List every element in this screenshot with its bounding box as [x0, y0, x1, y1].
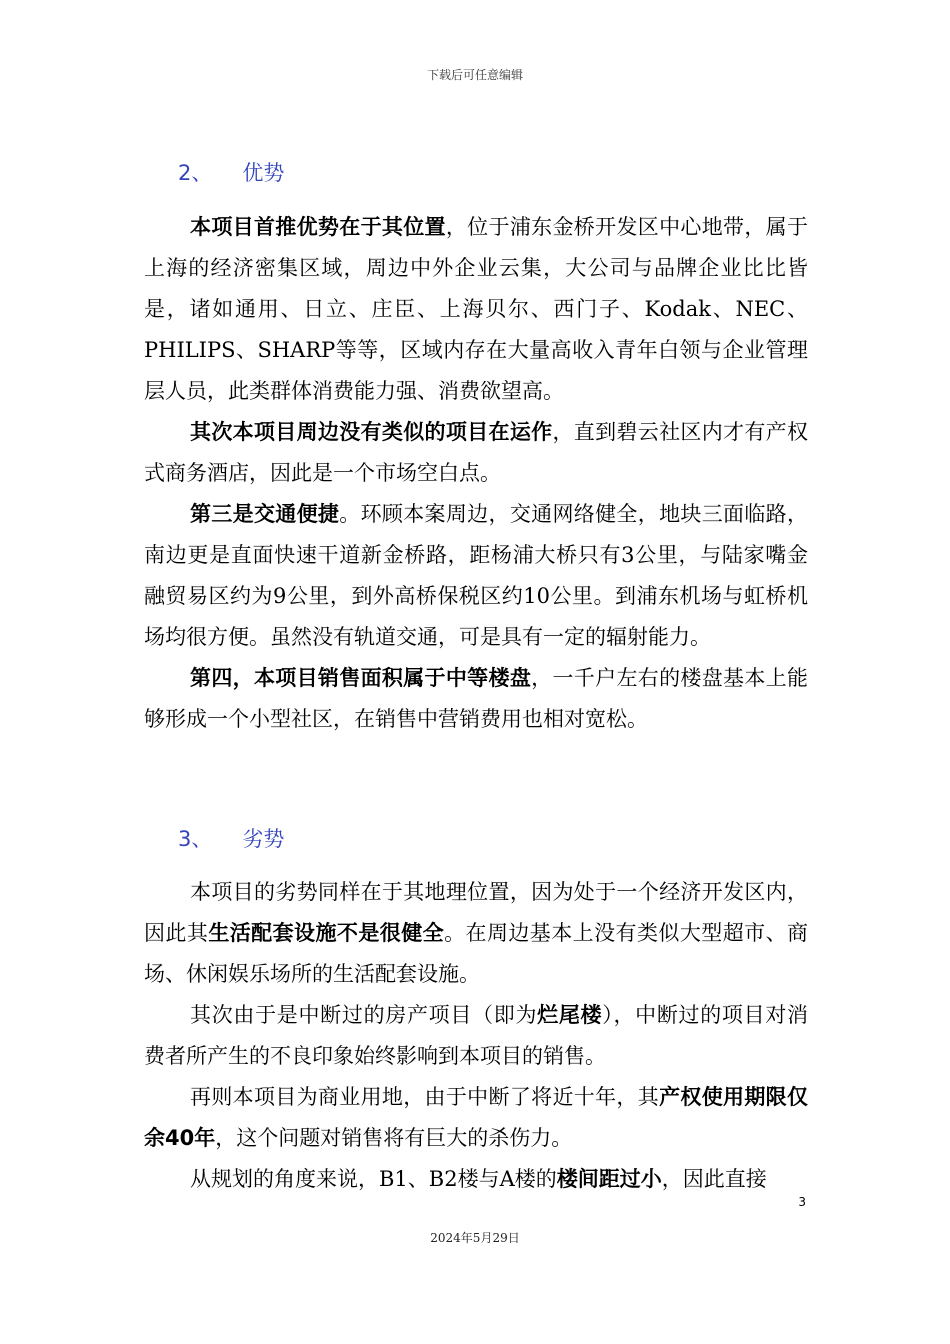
section-3-title: 劣势: [242, 827, 285, 851]
paragraph-text: ），中断过的项目对消费者所产生的不良印象始终影响到本项目的销售。: [144, 1003, 809, 1068]
section-3-number: 3、: [178, 827, 213, 851]
page-number: 3: [798, 1195, 806, 1209]
paragraph-text: 其次由于是中断过的房产项目（即为: [190, 1003, 538, 1027]
section-3-body: [144, 872, 808, 1200]
bold-phrase: 其次本项目周边没有类似的项目在运作: [190, 420, 553, 444]
section-2-title: 优势: [242, 161, 285, 185]
section-2-body: [144, 207, 808, 740]
bold-phrase: 产权使用期限仅余40年: [144, 1085, 809, 1150]
paragraph: [144, 995, 808, 1077]
paragraph: [144, 1077, 808, 1159]
bold-phrase: 烂尾楼: [537, 1003, 603, 1027]
paragraph: [144, 658, 808, 740]
page-header: 下载后可任意编辑: [426, 68, 523, 82]
paragraph: [144, 872, 808, 995]
paragraph-text: ，位于浦东金桥开发区中心地带，属于上海的经济密集区域，周边中外企业云集，大公司与品牌企业比比皆是，诸如通用、日立、庄臣、上海贝尔、西门子、Kodak、NEC、PHILIPS、SHARP等等，区域内存在大量高收入青年白领与企业管理层人员，此类群体消费能力强、消费欲望高。: [144, 215, 809, 403]
paragraph-text: 再则本项目为商业用地，由于中断了将近十年，其: [190, 1085, 660, 1109]
paragraph-text: ，一千户左右的楼盘基本上能够形成一个小型社区，在销售中营销费用也相对宽松。: [144, 666, 809, 731]
section-2-number: 2、: [178, 161, 213, 185]
paragraph-text: ，直到碧云社区内才有产权式商务酒店，因此是一个市场空白点。: [144, 420, 809, 485]
section-3-heading: [178, 823, 284, 853]
paragraph: [144, 412, 808, 494]
page-footer-date: 2024年5月29日: [430, 1231, 520, 1245]
paragraph: [144, 207, 808, 412]
paragraph-text: ，因此直接: [661, 1167, 767, 1191]
bold-phrase: 本项目首推优势在于其位置: [190, 215, 446, 239]
paragraph-text: 。在周边基本上没有类似大型超市、商场、休闲娱乐场所的生活配套设施。: [144, 921, 809, 986]
section-2-heading: [178, 157, 284, 187]
paragraph-text: 。环顾本案周边，交通网络健全，地块三面临路，南边更是直面快速干道新金桥路，距杨浦大桥只有3公里，与陆家嘴金融贸易区约为9公里，到外高桥保税区约10公里。到浦东机场与虹桥机场均很方便。虽然没有轨道交通，可是具有一定的辐射能力。: [144, 502, 808, 649]
paragraph-text: ，这个问题对销售将有巨大的杀伤力。: [215, 1126, 573, 1150]
paragraph: [144, 494, 808, 658]
bold-phrase: 第三是交通便捷: [190, 502, 340, 526]
paragraph-text: 从规划的角度来说，B1、B2楼与A楼的: [190, 1167, 557, 1191]
bold-phrase: 生活配套设施不是很健全: [208, 921, 445, 945]
paragraph-text: 本项目的劣势同样在于其地理位置，因为处于一个经济开发区内，因此其: [144, 880, 808, 945]
bold-phrase: 第四，本项目销售面积属于中等楼盘: [190, 666, 532, 690]
paragraph: [144, 1159, 808, 1200]
bold-phrase: 楼间距过小: [556, 1167, 662, 1191]
